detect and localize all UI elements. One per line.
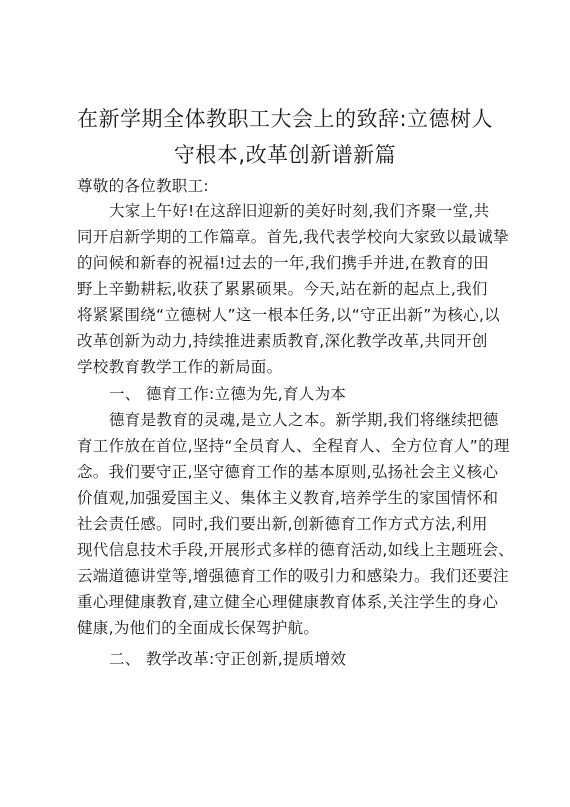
- salutation: 尊敬的各位教职工:: [77, 177, 209, 195]
- section1-line-3: 念。我们要守正,坚守德育工作的基本原则,弘扬社会主义核心: [77, 463, 499, 481]
- section1-line-2: 育工作放在首位,坚持“全员育人、全程育人、全方位育人”的理: [77, 437, 510, 455]
- document-title-line-1: 在新学期全体教职工大会上的致辞:立德树人: [76, 107, 494, 131]
- document-title-line-2: 守根本,改革创新谱新篇: [173, 143, 397, 167]
- section-heading-teaching-reform: 二、 教学改革:守正创新,提质增效: [109, 650, 347, 668]
- intro-line-4: 野上辛勤耕耘,收获了累累硕果。今天,站在新的起点上,我们: [77, 280, 488, 298]
- intro-line-6: 改革创新为动力,持续推进素质教育,深化教学改革,共同开创: [77, 332, 488, 350]
- intro-line-2: 同开启新学期的工作篇章。首先,我代表学校向大家致以最诚挚: [77, 228, 509, 246]
- intro-line-1: 大家上午好!在这辞旧迎新的美好时刻,我们齐聚一堂,共: [109, 202, 490, 220]
- section1-line-1: 德育是教育的灵魂,是立人之本。新学期,我们将继续把德: [109, 411, 499, 429]
- intro-line-3: 的问候和新春的祝福!过去的一年,我们携手并进,在教育的田: [77, 254, 489, 272]
- section-heading-moral-education: 一、 德育工作:立德为先,育人为本: [109, 385, 347, 403]
- section1-line-9: 健康,为他们的全面成长保驾护航。: [77, 619, 320, 637]
- intro-line-7: 学校教育教学工作的新局面。: [77, 358, 283, 376]
- section1-line-6: 现代信息技术手段,开展形式多样的德育活动,如线上主题班会、: [77, 541, 515, 559]
- section1-line-4: 价值观,加强爱国主义、集体主义教育,培养学生的家国情怀和: [77, 489, 499, 507]
- intro-line-5: 将紧紧围绕“立德树人”这一根本任务,以“守正出新”为核心,以: [77, 306, 500, 324]
- section1-line-8: 重心理健康教育,建立健全心理健康教育体系,关注学生的身心: [77, 593, 499, 611]
- section1-line-7: 云端道德讲堂等,增强德育工作的吸引力和感染力。我们还要注: [77, 567, 509, 585]
- section1-line-5: 社会责任感。同时,我们要出新,创新德育工作方式方法,利用: [77, 515, 488, 533]
